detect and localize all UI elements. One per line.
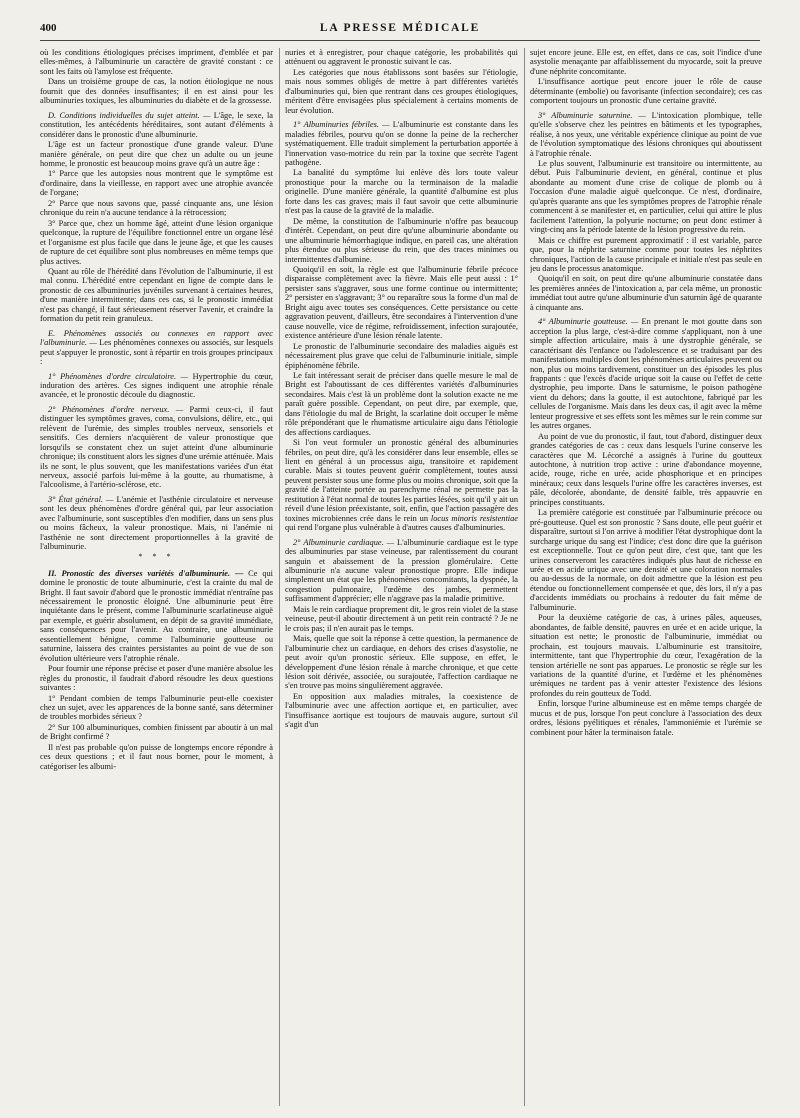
paragraph-text: Ce qui domine le pronostic de toute albuminurie, c'est la crainte du mal de Bright. Il faut savoir d'abord que le pronostic immédiat n'entraîne pas nécessairement le pronostic éloigné. Une albuminurie peut être inquiétante dans le présent, comme l'albuminurie scarlatineuse aiguë par exemple, et guérir absolument, en dépit de sa gravité immédiate, sans conséquences pour l'avenir. Au contraire, une albuminurie essentiellement bénigne, comme l'albuminurie goutteuse ou saturnine, laissera des craintes persistantes au point de vue de son évolution ultérieure vers l'atrophie rénale. [40, 568, 273, 663]
paragraph: Dans un troisième groupe de cas, la notion étiologique ne nous fournit que des données insuffisantes; il en est ainsi pour les albuminuries toxiques, les albuminuries du diabète et de la grossesse. [40, 77, 273, 106]
paragraph: Au point de vue du pronostic, il faut, tout d'abord, distinguer deux grandes catégories de cas : ceux dans lesquels l'urine conserve les caractères que M. Lécorché a assignés à l'urine du goutteux autochtone, à nutrition trop active : urine d'abondance moyenne, acide, rouge, riche en urée, acide phosphorique et en principes minéraux; ceux dans lesquels l'urine offre les caractères inverses, est pâle, décolorée, abondante, de densité faible, très appauvrie en principes constituants. [530, 431, 762, 507]
paragraph: 2° Parce que nous savons que, passé cinquante ans, une lésion chronique du rein n'a aucune tendance à la rétrocession; [40, 198, 273, 218]
paragraph: Il n'est pas probable qu'on puisse de longtemps encore répondre à ces deux questions ; et il faut nous borner, pour le moment, à catégoriser les albumi- [40, 742, 273, 771]
latin-phrase: locus minoris resistentiae [430, 513, 518, 523]
paragraph-text: L'anémie et l'asthénie circulatoire et nerveuse sont les deux phénomènes d'ordre général qui, par leur association avec l'albuminurie, sont susceptibles d'en modifier, dans un sens plus ou moins fâcheux, la valeur pronostique. Mais, ni l'anémie ni l'asthénie ne sont directement proportionnelles à la gravité de l'albuminurie. [40, 494, 273, 552]
paragraph: L'âge est un facteur pronostique d'une grande valeur. D'une manière générale, on peut dire que chez un adulte ou un jeune homme, le pronostic est beaucoup moins grave qu'à un autre âge : [40, 140, 273, 168]
paragraph-text: Parmi ceux-ci, il faut distinguer les symptômes graves, coma, convulsions, délire, etc., qui relèvent de l'urémie, des simples troubles nerveux, sensoriels et sensitifs. Ces derniers n'acquièrent de valeur pronostique que lorsqu'ils se constatent chez un sujet atteint d'une albuminurie chronique; ils constituent alors les signes d'une urémie atténuée. Mais ils ne sont, le plus souvent, que les manifestations variées d'un état nerveux, associé parfois lui-même à la goutte, au rhumatisme, à l'alcoolisme, à l'artério-sclérose, etc. [40, 404, 273, 490]
paragraph: Mais le rein cardiaque proprement dit, le gros rein violet de la stase veineuse, peut-il aboutir directement à un petit rein contracté ? Je ne le crois pas; il n'en aurait pas le temps. [285, 604, 518, 633]
section-separator-stars: * * * [138, 551, 175, 561]
subheading: 2° Phénomènes d'ordre nerveux. — [48, 404, 184, 414]
paragraph: La banalité du symptôme lui enlève dès lors toute valeur pronostique pour la marche ou la terminaison de la maladie originelle. D'une manière générale, la quantité d'albumine est plus forte dans les cas graves; mais il faut savoir que cette albuminurie n'est pas la cause de la gravité de la maladie. [285, 168, 518, 216]
paragraph: De même, la constitution de l'albuminurie n'offre pas beaucoup d'intérêt. Cependant, on peut dire qu'une albuminurie abondante ou une albuminurie hémorrhagique indique, en pareil cas, une altération plus étendue ou plus sérieuse du rein, que des traces minimes ou intermittentes d'albumine. [285, 216, 518, 264]
subheading: 1° Phénomènes d'ordre circulatoire. — [48, 371, 189, 381]
paragraph [285, 438, 518, 533]
column-2 [285, 48, 518, 1106]
section-d-paragraph [40, 111, 273, 139]
section-heading: II. Pronostic des diverses variétés d'albuminurie. — [48, 568, 244, 578]
section-heading: E. Phénomènes associés ou connexes en rapport avec l'albuminurie. — [40, 328, 273, 348]
page-header [40, 22, 760, 38]
section-ii-paragraph [40, 569, 273, 664]
paragraph: Quant au rôle de l'hérédité dans l'évolution de l'albuminurie, il est mal connu. L'hérédité entre cependant en ligne de compte dans le pronostic de ces albuminuries juvéniles survenant à certaines heures, d'une manière intermittente; dans ces cas, si le pronostic immédiat n'est pas changé, il faut sérieusement réserver l'avenir, et craindre la formation du petit rein granuleux. [40, 266, 273, 324]
paragraph: 3° Parce que, chez un homme âgé, atteint d'une lésion organique quelconque, la rupture de l'équilibre fonctionnel entre un organe lésé et l'organisme est plus facile que dans le jeune âge, et que les causes de rupture de cet équilibre sont plus nombreuses en même temps que plus actives. [40, 218, 273, 266]
subheading: 4° Albuminurie goutteuse. — [538, 317, 639, 327]
subheading: 2° Albuminurie cardiaque. — [293, 537, 395, 547]
paragraph: Le fait intéressant serait de préciser dans quelle mesure le mal de Bright est l'aboutissant de ces différentes variétés d'albuminuries secondaires. Mais c'est là un problème dont la solution exacte ne me paraît guère possible. Cependant, on peut dire, par exemple, que, dans l'étiologie du mal de Bright, la scarlatine doit occuper le même rôle prépondérant que le rhumatisme articulaire aigu dans l'étiologie des affections cardiaques. [285, 370, 518, 437]
paragraph: Enfin, lorsque l'urine albumineuse est en même temps chargée de mucus et de pus, lorsque l'on peut conclure à l'association des deux ordres, lésions pyélitiques et rénales, l'ammoniémie et l'urémie se combinent pour hâter la terminaison fatale. [530, 699, 762, 737]
paragraph-text: qui rend l'organe plus vulnérable à d'autres causes d'albuminuries. [285, 523, 506, 533]
column-divider [279, 48, 280, 1106]
paragraph: Pour la deuxième catégorie de cas, à urines pâles, aqueuses, abondantes, de faible densité, pauvres en urée et en acide urique, la situation est nette; le pronostic de l'albuminurie, immédiat ou prochain, est toujours mauvais. L'albuminurie est transitoire, intermittente, tant que l'hypertrophie du cœur, l'exagération de la tension artérielle ne sont pas apparues. Le pronostic se règle sur les variations de la quantité d'urine, et l'œdème et les phénomènes urémiques ne tardent pas à venir attester l'existence des lésions profondes du rein goutteux de Todd. [530, 613, 762, 698]
paragraph: Quoiqu'il en soit, la règle est que l'albuminurie fébrile précoce disparaisse complètement avec la fièvre. Mais elle peut aussi : 1° persister sans s'aggraver, sous une forme continue ou intermittente; 2° persister en s'aggravant; 3° ou reparaître sous la forme d'un mal de Bright aigu avec toutes ses conséquences. Cette persistance ou cette aggravation peuvent, d'ailleurs, être secondaires à l'intervention d'une cause nouvelle, vice de régime, refroidissement, infection surajoutée, existence antérieure d'une lésion rénale latente. [285, 264, 518, 341]
paragraph-text: Les phénomènes connexes ou associés, sur lesquels peut s'appuyer le pronostic, sont à répartir en trois groupes principaux : [40, 338, 273, 367]
subheading: 3° État général. — [48, 494, 114, 504]
paragraph-text: En prenant le mot goutte dans son acception la plus large, c'est-à-dire comme s'appliquant, non à une simple affection articulaire, mais à une dystrophie générale, se caractérisant dès l'enfance ou l'adolescence et se traduisant par des manifestations multiples dont les phénomènes articulaires peuvent ou non, plus ou moins tardivement, constituer un des épisodes les plus frappants : que l'excès d'acide urique soit la cause ou l'effet de cette dystrophie, peu importe. Dans le saturnisme, le poison pathogène vient du dehors; dans la goutte, il est autochtone, fabriqué par les cellules de l'organisme. Mais dans les deux cas, il agit avec la même lenteur progressive et ses effets sont les mêmes sur le rein comme sur les autres organes. [530, 317, 762, 431]
paragraph: Quoiqu'il en soit, on peut dire qu'une albuminurie constatée dans les premières années de l'intoxication a, par cela même, un pronostic immédiat tout autre qu'une albuminurie d'un saturnin âgé de quarante à cinquante ans. [530, 274, 762, 312]
journal-title: LA PRESSE MÉDICALE [319, 22, 481, 34]
paragraph-text: Hypertrophie du cœur, induration des artères. Ces signes indiquent une atrophie rénale avancée, et le pronostic découle du diagnostic. [40, 371, 273, 400]
page-number: 400 [40, 22, 57, 34]
paragraph: 1° Parce que les autopsies nous montrent que le symptôme est d'ordinaire, dans la vieillesse, en rapport avec une atrophie avancée de l'organe; [40, 169, 273, 198]
column-3 [530, 48, 762, 1106]
paragraph: L'insuffisance aortique peut encore jouer le rôle de cause déterminante (embolie) ou favorisante (infection secondaire); ces cas comportent toujours un pronostic d'une certaine gravité. [530, 77, 762, 106]
paragraph: sujet encore jeune. Elle est, en effet, dans ce cas, soit l'indice d'une asystolie menaçante par affaiblissement du myocarde, soit la preuve d'une néphrite concomitante. [530, 48, 762, 76]
subheading: 3° Albuminurie saturnine. — [538, 110, 646, 120]
paragraph-text: L'albuminurie est constante dans les maladies fébriles, pourvu qu'on se donne la peine de la rechercher systématiquement. Elle traduit simplement la perturbation apportée à l'innervation vaso-motrice du rein par la toxine que secrète l'agent pathogène. [285, 120, 518, 167]
paragraph: 2° Sur 100 albuminuriques, combien finissent par aboutir à un mal de Bright confirmé ? [40, 722, 273, 742]
paragraph [285, 538, 518, 604]
paragraph-text: Si l'on veut formuler un pronostic général des albuminuries fébriles, on peut dire, qu'à les considérer dans leur ensemble, elles se lient en général à un processus aigu, transitoire et rapidement curable. Mais si toutes peuvent guérir complètement, toutes aussi peuvent persister sous une forme plus ou moins chronique, soit que la gravité de l'atteinte portée au parenchyme rénal ne permette pas la restitution à l'état normal de toutes les parties lésées, soit qu'il y ait un réveil d'une lésion préexistante, soit, enfin, que l'action passagère des toxines microbiennes crée dans le rein un [285, 438, 518, 523]
paragraph [530, 317, 762, 430]
paragraph-text: L'intoxication plombique, telle qu'elle s'observe chez les peintres en bâtiments et les typographes, réalise, à nos yeux, une véritable expérience clinique au point de vue de l'évolution symptomatique des lésions chroniques qui aboutissent à l'atrophie rénale. [530, 110, 762, 158]
paragraph: Pour fournir une réponse précise et poser d'une manière absolue les règles du pronostic, il faudrait d'abord résoudre les deux questions suivantes : [40, 664, 273, 693]
paragraph [530, 111, 762, 158]
paragraph: La première catégorie est constituée par l'albuminurie précoce ou pré-goutteuse. Quel est son pronostic ? Sans doute, elle peut guérir et disparaître, surtout si l'on arrive à modifier l'état dystrophique dont la surcharge urique du sang est l'indice; c'est donc dire que la guérison est exceptionnelle. Tout ce qu'on peut dire, c'est que, tant que les urines conserveront les caractères indiqués plus haut de richesse en urée et en acide urique avec une densité et une coloration normales ou au-dessus de la normale, on doit admettre que la lésion est peu étendue ou fonctionnellement compensée et que, dès lors, il n'y a pas d'accidents immédiats ou prochains à redouter du fait même de l'albuminurie. [530, 508, 762, 612]
column-divider [524, 48, 525, 1106]
paragraph: nuries et à enregistrer, pour chaque catégorie, les probabilités qui atténuent ou aggravent le pronostic suivant le cas. [285, 48, 518, 67]
paragraph: Mais, quelle que soit la réponse à cette question, la permanence de l'albuminurie chez un cardiaque, en dehors des crises d'asystolie, ne peut avoir qu'un pronostic sérieux. Elle suppose, en effet, le développement d'une lésion rénale à marche chronique, et que cette lésion soit dérivée, associée, ou surajoutée, l'affection cardiaque ne s'en trouve pas moins singulièrement aggravée. [285, 634, 518, 691]
subheading: 1° Albuminuries fébriles. — [293, 120, 390, 130]
column-1 [40, 48, 273, 1106]
paragraph: 1° Pendant combien de temps l'albuminurie peut-elle coexister chez un sujet, avec les apparences de la bonne santé, sans déterminer de troubles morbides sérieux ? [40, 693, 273, 722]
paragraph: où les conditions étiologiques précises impriment, d'emblée et par elles-mêmes, à l'albuminurie un caractère de gravité constant : ce sont les faits où l'amylose est fréquente. [40, 48, 273, 76]
paragraph: Le plus souvent, l'albuminurie est transitoire ou intermittente, au début. Puis l'albuminurie devient, en général, continue et plus abondante au moment d'une crise de colique de plomb ou à l'occasion d'une maladie aiguë quelconque. Ce n'est, d'ordinaire, qu'après quarante ans que les symptômes propres de l'atrophie rénale commencent à se manifester et, en particulier, celui qui attire le plus facilement l'attention, la polyurie nocturne; on peut donc estimer à vingt-cinq ans la période latente de la lésion progressive du rein. [530, 158, 762, 235]
header-rule [40, 40, 760, 41]
paragraph: En opposition aux maladies mitrales, la coexistence de l'albuminurie avec une affection aortique et, en particulier, avec l'insuffisance aortique est toujours de mauvais augure, surtout s'il s'agit d'un [285, 691, 518, 730]
paragraph [285, 120, 518, 167]
paragraph-text: L'albuminurie cardiaque est le type des albuminuries par stase veineuse, par ralentissement du courant sanguin et abaissement de la pression glomérulaire. Cette albuminurie n'a aucune valeur pronostique propre. Elle indique simplement un état que les phénomènes concomitants, la dyspnée, la congestion pulmonaire, l'œdème des jambes, permettent suffisamment d'apprécier; elle n'aggrave pas la maladie primitive. [285, 537, 518, 604]
section-heading: D. Conditions individuelles du sujet atteint. — [48, 110, 211, 120]
paragraph: Les catégories que nous établissons sont basées sur l'étiologie, mais nous sommes obligés de mettre à part différentes variétés d'albuminuries qui, bien que rentrant dans ces groupes étiologiques, méritent d'être envisagées plus spécialement à certains moments de leur évolution. [285, 67, 518, 115]
paragraph [40, 405, 273, 490]
paragraph [40, 372, 273, 400]
paragraph-text: L'âge, le sexe, la constitution, les antécédents héréditaires, sont autant d'éléments à considérer dans le pronostic d'une albuminurie. [40, 110, 273, 139]
paragraph [40, 495, 273, 552]
paragraph: Mais ce chiffre est purement approximatif : il est variable, parce que, pour la néphrite saturnine comme pour toutes les néphrites chroniques, l'action de la cause principale et initiale n'est pas seule en jeu dans le processus anatomique. [530, 235, 762, 273]
paragraph: Le pronostic de l'albuminurie secondaire des maladies aiguës est nécessairement plus grave que celui de l'albuminurie initiale, simple épiphénomène fébrile. [285, 341, 518, 370]
section-e-paragraph [40, 329, 273, 367]
